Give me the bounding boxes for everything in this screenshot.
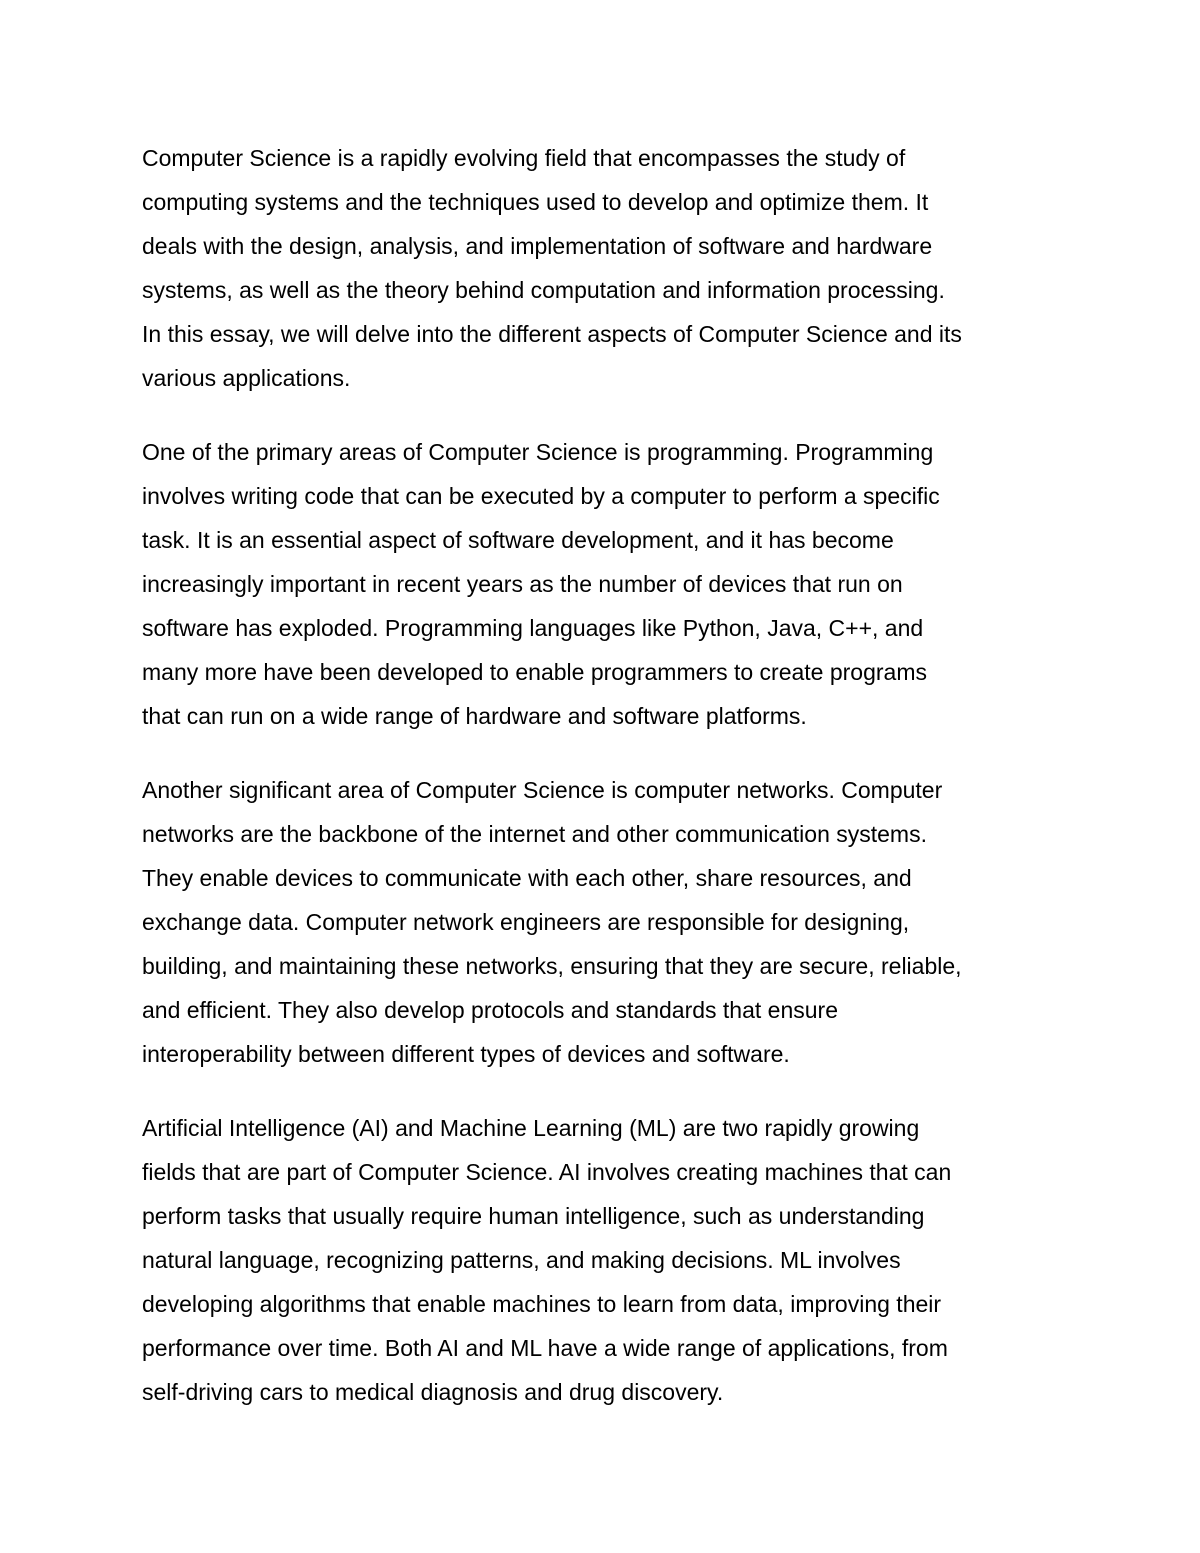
text-line: self-driving cars to medical diagnosis and drug discovery. bbox=[142, 1379, 724, 1405]
text-line: Artificial Intelligence (AI) and Machine Learning (ML) are two rapidly growing bbox=[142, 1115, 920, 1141]
text-line: They enable devices to communicate with each other, share resources, and bbox=[142, 865, 912, 891]
text-line: interoperability between different types of devices and software. bbox=[142, 1041, 790, 1067]
text-line: deals with the design, analysis, and implementation of software and hardware bbox=[142, 233, 933, 259]
text-line: networks are the backbone of the internet and other communication systems. bbox=[142, 821, 927, 847]
text-line: many more have been developed to enable programmers to create programs bbox=[142, 659, 927, 685]
paragraph-programming bbox=[142, 430, 1072, 738]
text-line: involves writing code that can be executed by a computer to perform a specific bbox=[142, 483, 940, 509]
text-line: Another significant area of Computer Science is computer networks. Computer bbox=[142, 777, 943, 803]
text-line: building, and maintaining these networks, ensuring that they are secure, reliable, bbox=[142, 953, 962, 979]
text-line: software has exploded. Programming languages like Python, Java, C++, and bbox=[142, 615, 924, 641]
text-line: perform tasks that usually require human intelligence, such as understanding bbox=[142, 1203, 925, 1229]
text-line: computing systems and the techniques used to develop and optimize them. It bbox=[142, 189, 929, 215]
document-body bbox=[142, 136, 1072, 1444]
text-line: that can run on a wide range of hardware and software platforms. bbox=[142, 703, 807, 729]
text-line: One of the primary areas of Computer Science is programming. Programming bbox=[142, 439, 934, 465]
text-line: In this essay, we will delve into the different aspects of Computer Science and its bbox=[142, 321, 962, 347]
text-line: various applications. bbox=[142, 365, 351, 391]
text-line: increasingly important in recent years as the number of devices that run on bbox=[142, 571, 903, 597]
paragraph-networks bbox=[142, 768, 1072, 1076]
text-line: natural language, recognizing patterns, and making decisions. ML involves bbox=[142, 1247, 901, 1273]
text-line: exchange data. Computer network engineers are responsible for designing, bbox=[142, 909, 910, 935]
paragraph-intro bbox=[142, 136, 1072, 400]
text-line: Computer Science is a rapidly evolving field that encompasses the study of bbox=[142, 145, 906, 171]
text-line: task. It is an essential aspect of software development, and it has become bbox=[142, 527, 894, 553]
paragraph-ai-ml bbox=[142, 1106, 1072, 1414]
text-line: fields that are part of Computer Science. AI involves creating machines that can bbox=[142, 1159, 952, 1185]
text-line: performance over time. Both AI and ML have a wide range of applications, from bbox=[142, 1335, 948, 1361]
text-line: and efficient. They also develop protocols and standards that ensure bbox=[142, 997, 838, 1023]
text-line: developing algorithms that enable machines to learn from data, improving their bbox=[142, 1291, 942, 1317]
text-line: systems, as well as the theory behind computation and information processing. bbox=[142, 277, 945, 303]
